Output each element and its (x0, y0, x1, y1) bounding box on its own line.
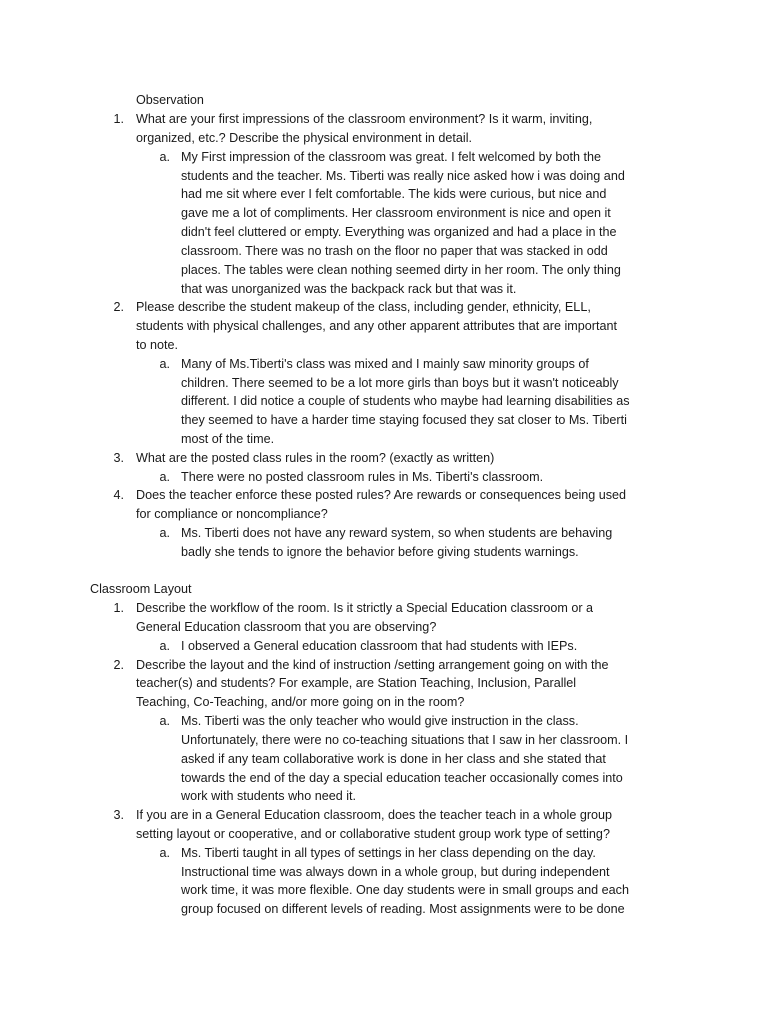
answer-text: children. There seemed to be a lot more girls than boys but it wasn't noticeably (181, 376, 619, 390)
answer-text: that was unorganized was the backpack rack but that was it. (181, 282, 517, 296)
question-text: What are your first impressions of the classroom environment? Is it warm, inviting, (136, 112, 593, 126)
question-number: 2. (113, 300, 124, 314)
answer-marker: a. (159, 150, 170, 164)
answer-text: places. The tables were clean nothing seemed dirty in her room. The only thing (181, 263, 621, 277)
answer-marker: a. (159, 639, 170, 653)
answer-text: Unfortunately, there were no co-teaching situations that I saw in her classroom. I (181, 733, 629, 747)
answer-text: Instructional time was always down in a whole group, but during independent (181, 865, 610, 879)
question-text: Teaching, Co-Teaching, and/or more going on in the room? (136, 695, 465, 709)
question-number: 1. (113, 112, 124, 126)
answer-text: gave me a lot of compliments. Her classroom environment is nice and open it (181, 206, 611, 220)
question-text: to note. (136, 338, 179, 352)
answer-text: had me sit where ever I felt comfortable. The kids were curious, but nice and (181, 187, 607, 201)
answer-text: My First impression of the classroom was great. I felt welcomed by both the (181, 150, 601, 164)
answer-text: didn't feel cluttered or empty. Everything was organized and had a place in the (181, 225, 617, 239)
question-number: 3. (113, 451, 124, 465)
answer-text: classroom. There was no trash on the floor no paper that was stacked in odd (181, 244, 608, 258)
section-heading-observation: Observation (136, 93, 204, 107)
answer-text: badly she tends to ignore the behavior before giving students warnings. (181, 545, 579, 559)
answer-text: Ms. Tiberti does not have any reward system, so when students are behaving (181, 526, 613, 540)
question-text: Please describe the student makeup of the class, including gender, ethnicity, ELL, (136, 300, 591, 314)
question-number: 3. (113, 808, 124, 822)
answer-marker: a. (159, 526, 170, 540)
question-text: organized, etc.? Describe the physical environment in detail. (136, 131, 473, 145)
answer-text: towards the end of the day a special education teacher occasionally comes into (181, 771, 623, 785)
question-text: students with physical challenges, and any other apparent attributes that are important (136, 319, 617, 333)
answer-marker: a. (159, 846, 170, 860)
question-number: 2. (113, 658, 124, 672)
section-heading-classroom-layout: Classroom Layout (90, 582, 192, 596)
answer-text: different. I did notice a couple of students who maybe had learning disabilities as (181, 394, 630, 408)
answer-text: most of the time. (181, 432, 275, 446)
question-text: What are the posted class rules in the room? (exactly as written) (136, 451, 495, 465)
answer-text: they seemed to have a harder time staying focused they sat closer to Ms. Tiberti (181, 413, 627, 427)
answer-text: There were no posted classroom rules in Ms. Tiberti's classroom. (181, 470, 544, 484)
answer-marker: a. (159, 357, 170, 371)
answer-text: work time, it was more flexible. One day students were in small groups and each (181, 883, 629, 897)
question-text: Describe the workflow of the room. Is it strictly a Special Education classroom or a (136, 601, 594, 615)
question-text: Describe the layout and the kind of instruction /setting arrangement going on with the (136, 658, 609, 672)
question-text: for compliance or noncompliance? (136, 507, 328, 521)
answer-text: work with students who need it. (181, 789, 357, 803)
answer-text: group focused on different levels of reading. Most assignments were to be done (181, 902, 625, 916)
question-text: Does the teacher enforce these posted rules? Are rewards or consequences being used (136, 488, 627, 502)
answer-marker: a. (159, 470, 170, 484)
answer-text: Ms. Tiberti taught in all types of settings in her class depending on the day. (181, 846, 596, 860)
answer-text: asked if any team collaborative work is done in her class and she stated that (181, 752, 606, 766)
question-text: setting layout or cooperative, and or collaborative student group work type of setting? (136, 827, 610, 841)
answer-text: Many of Ms.Tiberti's class was mixed and I mainly saw minority groups of (181, 357, 589, 371)
question-text: teacher(s) and students? For example, are Station Teaching, Inclusion, Parallel (136, 676, 577, 690)
answer-text: I observed a General education classroom that had students with IEPs. (181, 639, 578, 653)
question-text: General Education classroom that you are observing? (136, 620, 437, 634)
answer-text: students and the teacher. Ms. Tiberti was really nice asked how i was doing and (181, 169, 625, 183)
question-number: 4. (113, 488, 124, 502)
answer-marker: a. (159, 714, 170, 728)
question-text: If you are in a General Education classroom, does the teacher teach in a whole group (136, 808, 613, 822)
question-number: 1. (113, 601, 124, 615)
answer-text: Ms. Tiberti was the only teacher who would give instruction in the class. (181, 714, 579, 728)
